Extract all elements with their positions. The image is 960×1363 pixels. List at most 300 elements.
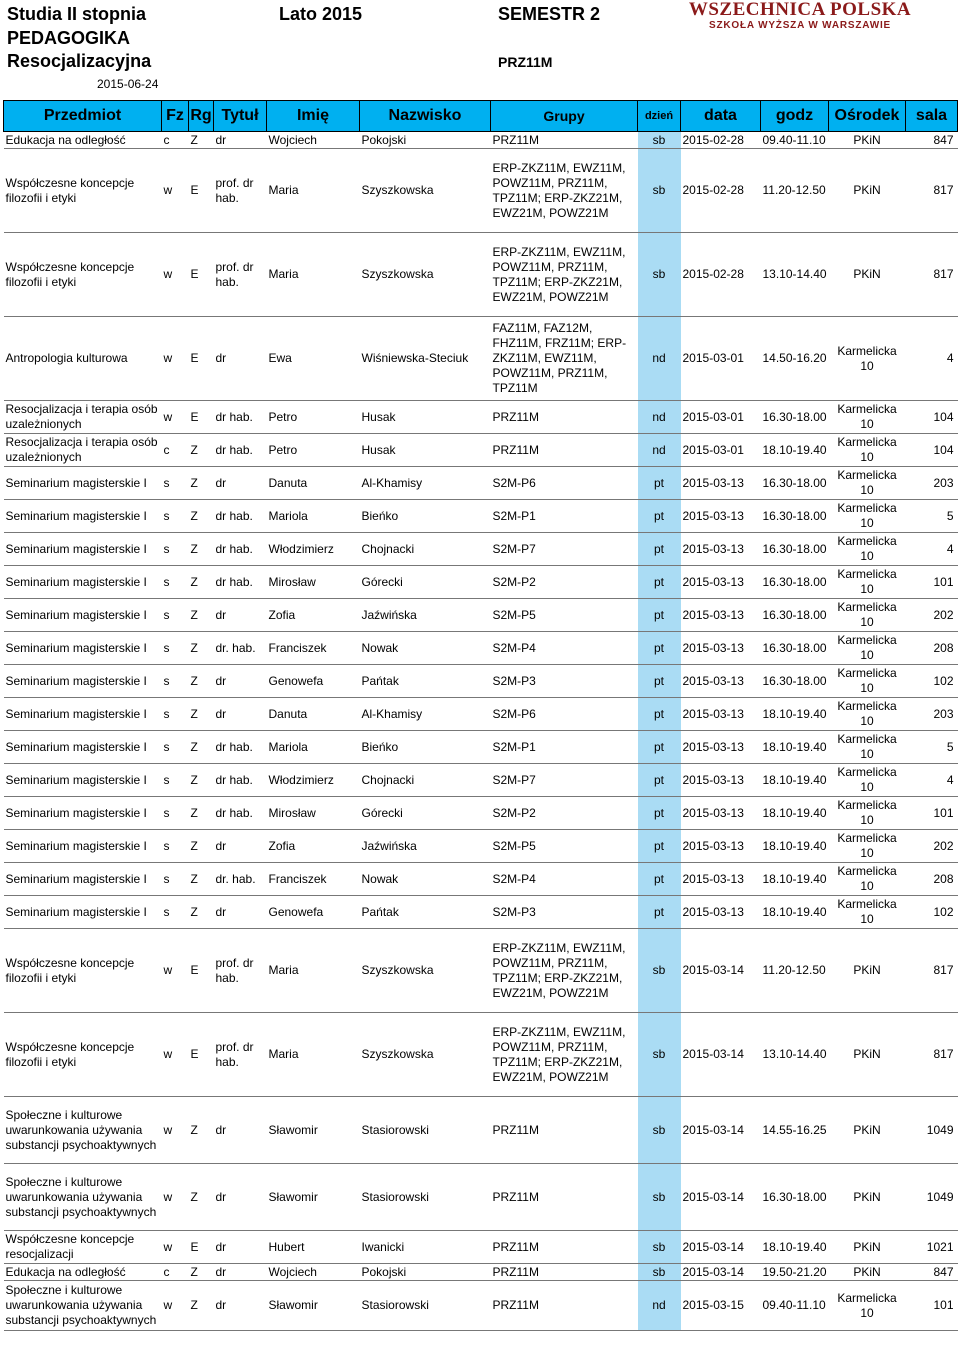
cell-przedmiot: Seminarium magisterskie I <box>4 500 162 533</box>
table-row <box>4 665 958 698</box>
cell-godz: 18.10-19.40 <box>761 764 829 797</box>
cell-dzien: pt <box>638 698 681 731</box>
cell-sala: 5 <box>906 731 958 764</box>
cell-grupy: S2M-P2 <box>491 566 638 599</box>
cell-nazwisko: Górecki <box>360 566 491 599</box>
cell-nazwisko: Jaźwińska <box>360 599 491 632</box>
cell-dzien: pt <box>638 500 681 533</box>
cell-nazwisko: Szyszkowska <box>360 929 491 1013</box>
cell-nazwisko: Szyszkowska <box>360 149 491 233</box>
cell-sala: 104 <box>906 401 958 434</box>
cell-grupy: ERP-ZKZ11M, EWZ11M, POWZ11M, PRZ11M, TPZ11M; ERP-ZKZ21M, EWZ21M, POWZ21M <box>491 1013 638 1097</box>
cell-nazwisko: Husak <box>360 401 491 434</box>
cell-rg: Z <box>189 566 214 599</box>
cell-rg: Z <box>189 863 214 896</box>
col-header-data: data <box>681 101 761 132</box>
col-header-fz: Fz <box>162 101 189 132</box>
cell-nazwisko: Chojnacki <box>360 533 491 566</box>
cell-dzien: sb <box>638 1164 681 1231</box>
cell-przedmiot: Współczesne koncepcje filozofii i etyki <box>4 929 162 1013</box>
cell-imie: Danuta <box>267 467 360 500</box>
cell-godz: 18.10-19.40 <box>761 896 829 929</box>
cell-rg: Z <box>189 467 214 500</box>
cell-tytul: dr <box>214 896 267 929</box>
cell-przedmiot: Edukacja na odległość <box>4 132 162 149</box>
cell-tytul: dr hab. <box>214 500 267 533</box>
cell-data: 2015-03-13 <box>681 731 761 764</box>
cell-przedmiot: Społeczne i kulturowe uwarunkowania używania substancji psychoaktywnych <box>4 1164 162 1231</box>
cell-godz: 19.50-21.20 <box>762 1264 827 1279</box>
cell-sala: 4 <box>906 317 958 401</box>
cell-imie: Franciszek <box>267 863 360 896</box>
cell-godz: 18.10-19.40 <box>761 434 829 467</box>
cell-dzien: sb <box>638 149 681 233</box>
cell-fz: w <box>162 1164 189 1231</box>
cell-rg: Z <box>189 698 214 731</box>
cell-fz: s <box>162 566 189 599</box>
cell-fz: s <box>162 665 189 698</box>
cell-imie: Petro <box>267 401 360 434</box>
cell-osrodek: Karmelicka 10 <box>829 1281 906 1331</box>
cell-grupy: S2M-P5 <box>491 599 638 632</box>
cell-grupy: S2M-P2 <box>491 797 638 830</box>
cell-tytul: dr. hab. <box>214 632 267 665</box>
logo-subtitle: SZKOŁA WYŻSZA W WARSZAWIE <box>708 20 892 31</box>
cell-fz: w <box>162 317 189 401</box>
cell-data: 2015-03-01 <box>681 401 761 434</box>
cell-tytul: dr hab. <box>214 434 267 467</box>
cell-tytul: dr <box>214 1097 267 1164</box>
cell-data: 2015-03-14 <box>681 1231 761 1264</box>
cell-godz: 18.10-19.40 <box>761 698 829 731</box>
cell-osrodek: Karmelicka 10 <box>829 467 906 500</box>
cell-fz: s <box>162 500 189 533</box>
cell-nazwisko: Al-Khamisy <box>360 467 491 500</box>
cell-przedmiot: Antropologia kulturowa <box>4 317 162 401</box>
cell-fz: w <box>162 233 189 317</box>
field-of-study: PEDAGOGIKA <box>7 28 131 48</box>
cell-data: 2015-03-15 <box>681 1281 761 1331</box>
cell-godz: 16.30-18.00 <box>761 599 829 632</box>
cell-dzien: nd <box>638 1281 681 1331</box>
cell-fz: s <box>162 896 189 929</box>
cell-godz: 14.55-16.25 <box>761 1097 829 1164</box>
cell-tytul: dr <box>214 1281 267 1331</box>
cell-dzien: nd <box>638 317 681 401</box>
cell-tytul: dr <box>214 665 267 698</box>
cell-godz: 13.10-14.40 <box>761 1013 829 1097</box>
cell-nazwisko: Stasiorowski <box>360 1097 491 1164</box>
cell-sala: 208 <box>906 863 958 896</box>
cell-nazwisko: Pańtak <box>360 896 491 929</box>
cell-grupy: S2M-P7 <box>491 533 638 566</box>
cell-tytul: dr hab. <box>214 401 267 434</box>
cell-sala: 817 <box>906 233 958 317</box>
cell-tytul: prof. dr hab. <box>214 929 267 1013</box>
cell-imie: Petro <box>267 434 360 467</box>
cell-data: 2015-02-28 <box>681 233 761 317</box>
cell-przedmiot: Seminarium magisterskie I <box>4 599 162 632</box>
cell-data: 2015-03-14 <box>681 1097 761 1164</box>
cell-rg: E <box>189 929 214 1013</box>
cell-grupy: PRZ11M <box>491 434 638 467</box>
cell-dzien: sb <box>638 1231 681 1264</box>
col-header-sala: sala <box>906 101 958 132</box>
cell-godz: 09.40-11.10 <box>761 1281 829 1331</box>
cell-sala: 1049 <box>906 1164 958 1231</box>
cell-grupy: PRZ11M <box>491 1164 638 1231</box>
cell-data: 2015-03-13 <box>681 533 761 566</box>
cell-przedmiot: Społeczne i kulturowe uwarunkowania używania substancji psychoaktywnych <box>4 1097 162 1164</box>
cell-fz: w <box>162 401 189 434</box>
cell-sala: 1049 <box>906 1097 958 1164</box>
cell-rg: Z <box>189 1281 214 1331</box>
cell-imie: Maria <box>267 929 360 1013</box>
cell-rg: Z <box>189 665 214 698</box>
table-row <box>4 830 958 863</box>
cell-tytul: prof. dr hab. <box>214 233 267 317</box>
cell-imie: Sławomir <box>267 1164 360 1231</box>
cell-godz: 13.10-14.40 <box>761 233 829 317</box>
cell-grupy: PRZ11M <box>491 1281 638 1331</box>
cell-rg: E <box>189 1231 214 1264</box>
cell-przedmiot: Seminarium magisterskie I <box>4 533 162 566</box>
table-row <box>4 1281 958 1331</box>
cell-przedmiot: Seminarium magisterskie I <box>4 467 162 500</box>
semester: SEMESTR 2 <box>498 4 601 24</box>
cell-fz: w <box>162 1231 189 1264</box>
cell-grupy: PRZ11M <box>491 401 638 434</box>
cell-imie: Mariola <box>267 500 360 533</box>
cell-przedmiot: Seminarium magisterskie I <box>4 896 162 929</box>
cell-dzien: pt <box>638 533 681 566</box>
cell-godz: 16.30-18.00 <box>761 1164 829 1231</box>
cell-rg: Z <box>189 731 214 764</box>
cell-tytul: dr. hab. <box>214 863 267 896</box>
cell-osrodek: PKiN <box>829 132 906 149</box>
cell-fz: s <box>162 698 189 731</box>
cell-sala: 203 <box>906 698 958 731</box>
header-row <box>4 101 958 132</box>
cell-data: 2015-03-14 <box>681 1264 761 1281</box>
cell-dzien: sb <box>638 132 681 149</box>
cell-nazwisko: Pokojski <box>360 132 491 149</box>
cell-fz: w <box>162 929 189 1013</box>
cell-sala: 847 <box>906 132 958 149</box>
cell-przedmiot: Współczesne koncepcje filozofii i etyki <box>4 149 162 233</box>
cell-nazwisko: Stasiorowski <box>360 1164 491 1231</box>
cell-data: 2015-03-13 <box>681 500 761 533</box>
cell-nazwisko: Bieńko <box>360 731 491 764</box>
cell-osrodek: PKiN <box>829 1097 906 1164</box>
cell-osrodek: PKiN <box>829 1231 906 1264</box>
cell-data: 2015-03-13 <box>681 632 761 665</box>
cell-rg: Z <box>189 599 214 632</box>
cell-rg: Z <box>189 1097 214 1164</box>
cell-dzien: sb <box>638 1013 681 1097</box>
table-row <box>4 863 958 896</box>
cell-grupy: S2M-P3 <box>491 665 638 698</box>
cell-tytul: dr <box>214 317 267 401</box>
cell-data: 2015-03-13 <box>681 764 761 797</box>
cell-imie: Mirosław <box>267 797 360 830</box>
cell-osrodek: Karmelicka 10 <box>829 599 906 632</box>
table-row <box>4 500 958 533</box>
cell-rg: Z <box>189 632 214 665</box>
cell-data: 2015-03-13 <box>681 599 761 632</box>
cell-godz: 16.30-18.00 <box>761 665 829 698</box>
cell-rg: E <box>189 317 214 401</box>
cell-grupy: S2M-P4 <box>491 632 638 665</box>
table-row <box>4 132 958 149</box>
cell-imie: Zofia <box>267 599 360 632</box>
cell-godz: 16.30-18.00 <box>761 533 829 566</box>
cell-dzien: sb <box>638 233 681 317</box>
cell-grupy: FAZ11M, FAZ12M, FHZ11M, FRZ11M; ERP-ZKZ11M, EWZ11M, POWZ11M, PRZ11M, TPZ11M <box>491 317 638 401</box>
col-header-grupy: Grupy <box>491 101 638 132</box>
cell-imie: Zofia <box>267 830 360 863</box>
col-header-tytul: Tytuł <box>214 101 267 132</box>
cell-przedmiot: Edukacja na odległość <box>4 1264 162 1281</box>
cell-imie: Genowefa <box>267 665 360 698</box>
cell-fz: w <box>162 1097 189 1164</box>
cell-sala: 208 <box>906 632 958 665</box>
cell-przedmiot: Resocjalizacja i terapia osób uzależnionych <box>4 434 162 467</box>
table-row <box>4 1013 958 1097</box>
cell-imie: Maria <box>267 1013 360 1097</box>
cell-grupy: PRZ11M <box>491 1097 638 1164</box>
cell-data: 2015-03-13 <box>681 467 761 500</box>
cell-fz: c <box>162 1264 189 1281</box>
cell-dzien: pt <box>638 764 681 797</box>
cell-przedmiot: Społeczne i kulturowe uwarunkowania używania substancji psychoaktywnych <box>4 1281 162 1331</box>
cell-imie: Włodzimierz <box>267 533 360 566</box>
cell-sala: 847 <box>906 1264 958 1281</box>
cell-data: 2015-03-13 <box>681 665 761 698</box>
table-row <box>4 467 958 500</box>
term: Lato 2015 <box>279 4 363 24</box>
cell-data: 2015-03-13 <box>681 863 761 896</box>
cell-godz: 18.10-19.40 <box>761 797 829 830</box>
cell-nazwisko: Stasiorowski <box>360 1281 491 1331</box>
cell-przedmiot: Seminarium magisterskie I <box>4 632 162 665</box>
cell-tytul: dr hab. <box>214 797 267 830</box>
cell-nazwisko: Chojnacki <box>360 764 491 797</box>
cell-osrodek: PKiN <box>829 1164 906 1231</box>
cell-fz: s <box>162 599 189 632</box>
cell-imie: Maria <box>267 149 360 233</box>
table-row <box>4 764 958 797</box>
cell-grupy: PRZ11M <box>491 1231 638 1264</box>
cell-osrodek: Karmelicka 10 <box>829 401 906 434</box>
cell-osrodek: Karmelicka 10 <box>829 533 906 566</box>
study-level: Studia II stopnia <box>7 4 147 24</box>
cell-fz: w <box>162 1013 189 1097</box>
cell-rg: Z <box>189 896 214 929</box>
cell-nazwisko: Wiśniewska-Steciuk <box>360 317 491 401</box>
cell-godz: 14.50-16.20 <box>761 317 829 401</box>
cell-fz: s <box>162 467 189 500</box>
cell-godz: 11.20-12.50 <box>761 929 829 1013</box>
cell-sala: 104 <box>906 434 958 467</box>
cell-data: 2015-03-01 <box>681 434 761 467</box>
cell-rg: Z <box>189 434 214 467</box>
cell-fz: c <box>162 434 189 467</box>
table-row <box>4 1164 958 1231</box>
cell-imie: Danuta <box>267 698 360 731</box>
cell-data: 2015-02-28 <box>681 132 761 149</box>
cell-dzien: pt <box>638 566 681 599</box>
cell-grupy: S2M-P4 <box>491 863 638 896</box>
cell-tytul: dr <box>214 1164 267 1231</box>
table-row <box>4 233 958 317</box>
cell-sala: 101 <box>906 566 958 599</box>
table-row <box>4 149 958 233</box>
cell-osrodek: Karmelicka 10 <box>829 665 906 698</box>
cell-przedmiot: Współczesne koncepcje filozofii i etyki <box>4 1013 162 1097</box>
cell-grupy: S2M-P3 <box>491 896 638 929</box>
cell-osrodek: PKiN <box>829 1264 906 1281</box>
table-row <box>4 401 958 434</box>
cell-rg: E <box>189 1013 214 1097</box>
cell-osrodek: Karmelicka 10 <box>829 632 906 665</box>
cell-nazwisko: Górecki <box>360 797 491 830</box>
cell-przedmiot: Seminarium magisterskie I <box>4 731 162 764</box>
cell-godz: 16.30-18.00 <box>761 500 829 533</box>
cell-osrodek: Karmelicka 10 <box>829 863 906 896</box>
cell-tytul: dr hab. <box>214 566 267 599</box>
cell-godz: 16.30-18.00 <box>761 467 829 500</box>
table-row <box>4 929 958 1013</box>
cell-imie: Mirosław <box>267 566 360 599</box>
university-logo <box>650 0 950 32</box>
cell-osrodek: Karmelicka 10 <box>829 764 906 797</box>
cell-data: 2015-02-28 <box>681 149 761 233</box>
cell-grupy: S2M-P5 <box>491 830 638 863</box>
cell-grupy: S2M-P7 <box>491 764 638 797</box>
cell-dzien: pt <box>638 797 681 830</box>
cell-nazwisko: Nowak <box>360 632 491 665</box>
cell-data: 2015-03-14 <box>681 1164 761 1231</box>
cell-godz: 18.10-19.40 <box>761 1231 829 1264</box>
table-row <box>4 896 958 929</box>
cell-sala: 817 <box>906 929 958 1013</box>
cell-godz: 18.10-19.40 <box>761 830 829 863</box>
table-row <box>4 1264 958 1281</box>
cell-tytul: dr <box>214 467 267 500</box>
cell-grupy: S2M-P1 <box>491 500 638 533</box>
cell-data: 2015-03-13 <box>681 566 761 599</box>
cell-rg: Z <box>189 132 214 149</box>
cell-grupy: ERP-ZKZ11M, EWZ11M, POWZ11M, PRZ11M, TPZ11M; ERP-ZKZ21M, EWZ21M, POWZ21M <box>491 233 638 317</box>
cell-fz: s <box>162 863 189 896</box>
cell-sala: 102 <box>906 896 958 929</box>
cell-rg: Z <box>189 1164 214 1231</box>
cell-godz: 18.10-19.40 <box>761 863 829 896</box>
cell-imie: Maria <box>267 233 360 317</box>
cell-przedmiot: Współczesne koncepcje resocjalizacji <box>4 1231 162 1264</box>
cell-przedmiot: Seminarium magisterskie I <box>4 566 162 599</box>
cell-sala: 202 <box>906 599 958 632</box>
cell-data: 2015-03-13 <box>681 797 761 830</box>
schedule-table <box>3 100 958 1331</box>
cell-godz: 16.30-18.00 <box>761 566 829 599</box>
cell-imie: Wojciech <box>267 1264 360 1281</box>
cell-fz: s <box>162 533 189 566</box>
col-header-godz: godz <box>761 101 829 132</box>
print-date: 2015-06-24 <box>97 77 159 91</box>
table-row <box>4 632 958 665</box>
cell-tytul: prof. dr hab. <box>214 149 267 233</box>
cell-fz: s <box>162 830 189 863</box>
cell-rg: E <box>189 233 214 317</box>
cell-dzien: pt <box>638 896 681 929</box>
cell-dzien: sb <box>638 1264 681 1281</box>
table-row <box>4 317 958 401</box>
cell-przedmiot: Seminarium magisterskie I <box>4 665 162 698</box>
cell-nazwisko: Szyszkowska <box>360 233 491 317</box>
cell-przedmiot: Seminarium magisterskie I <box>4 830 162 863</box>
cell-sala: 101 <box>906 797 958 830</box>
cell-godz: 16.30-18.00 <box>761 632 829 665</box>
cell-data: 2015-03-14 <box>681 1013 761 1097</box>
cell-imie: Sławomir <box>267 1097 360 1164</box>
cell-osrodek: Karmelicka 10 <box>829 500 906 533</box>
cell-sala: 102 <box>906 665 958 698</box>
cell-nazwisko: Szyszkowska <box>360 1013 491 1097</box>
logo-title: WSZECHNICA POLSKA <box>688 0 912 20</box>
cell-tytul: dr <box>214 1231 267 1264</box>
cell-sala: 4 <box>906 764 958 797</box>
cell-sala: 203 <box>906 467 958 500</box>
cell-grupy: PRZ11M <box>491 132 638 149</box>
cell-rg: Z <box>189 1264 214 1281</box>
cell-rg: Z <box>189 797 214 830</box>
table-row <box>4 731 958 764</box>
cell-rg: E <box>189 401 214 434</box>
cell-dzien: pt <box>638 599 681 632</box>
cell-sala: 101 <box>906 1281 958 1331</box>
table-row <box>4 434 958 467</box>
table-row <box>4 698 958 731</box>
cell-tytul: dr <box>214 1264 267 1281</box>
cell-sala: 202 <box>906 830 958 863</box>
cell-tytul: dr hab. <box>214 533 267 566</box>
table-row <box>4 1097 958 1164</box>
col-header-osrodek: Ośrodek <box>829 101 906 132</box>
cell-grupy: S2M-P1 <box>491 731 638 764</box>
cell-nazwisko: Jaźwińska <box>360 830 491 863</box>
cell-nazwisko: Iwanicki <box>360 1231 491 1264</box>
cell-godz: 18.10-19.40 <box>761 731 829 764</box>
cell-sala: 817 <box>906 149 958 233</box>
cell-rg: E <box>189 149 214 233</box>
cell-imie: Franciszek <box>267 632 360 665</box>
cell-dzien: pt <box>638 665 681 698</box>
cell-dzien: nd <box>638 434 681 467</box>
col-header-przedmiot: Przedmiot <box>4 101 162 132</box>
cell-dzien: pt <box>638 632 681 665</box>
cell-grupy: ERP-ZKZ11M, EWZ11M, POWZ11M, PRZ11M, TPZ11M; ERP-ZKZ21M, EWZ21M, POWZ21M <box>491 149 638 233</box>
cell-sala: 817 <box>906 1013 958 1097</box>
cell-data: 2015-03-13 <box>681 830 761 863</box>
cell-tytul: dr <box>214 132 267 149</box>
cell-fz: s <box>162 764 189 797</box>
cell-przedmiot: Seminarium magisterskie I <box>4 863 162 896</box>
cell-dzien: sb <box>638 1097 681 1164</box>
cell-grupy: S2M-P6 <box>491 698 638 731</box>
cell-tytul: dr <box>214 830 267 863</box>
